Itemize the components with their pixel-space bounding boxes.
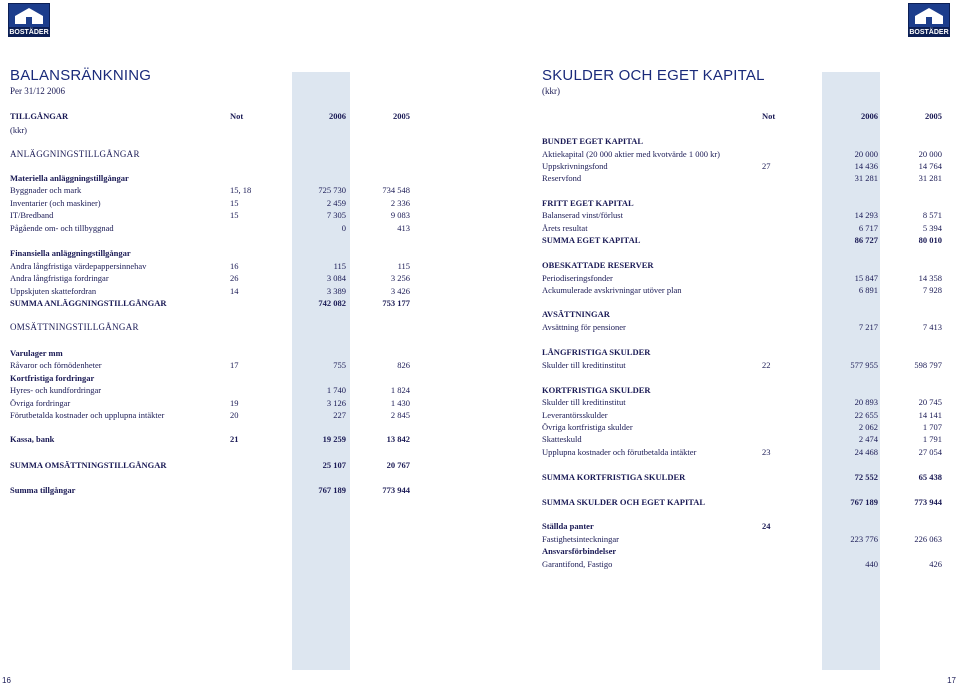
row-label: SUMMA OMSÄTTNINGSTILLGÅNGAR <box>10 460 167 470</box>
table-row <box>542 446 952 458</box>
row-label: Reservfond <box>542 173 582 183</box>
table-row <box>10 484 420 496</box>
table-row <box>542 433 952 445</box>
row-note: 20 <box>230 410 239 420</box>
row-label: Fastighetsinteckningar <box>542 534 619 544</box>
table-row <box>10 459 420 471</box>
value-2006: 25 107 <box>322 460 346 470</box>
table-row <box>542 222 952 234</box>
value-2006: 3 084 <box>326 273 346 283</box>
value-2006: 115 <box>333 261 346 271</box>
row-label: LÅNGFRISTIGA SKULDER <box>542 347 651 357</box>
value-2006: 440 <box>865 559 878 569</box>
value-2006: 22 655 <box>854 410 878 420</box>
logo-text: BOSTÄDER <box>9 29 49 36</box>
page-subtitle-left: Per 31/12 2006 <box>10 86 65 96</box>
value-2005: 1 707 <box>922 422 942 432</box>
value-2005: 1 824 <box>390 385 410 395</box>
value-2005: 31 281 <box>918 173 942 183</box>
row-note: 15, 18 <box>230 185 252 195</box>
value-2005: 826 <box>397 360 410 370</box>
table-row <box>10 184 420 196</box>
value-2006: 742 082 <box>318 298 346 308</box>
value-2005: 5 394 <box>922 223 942 233</box>
table-row <box>10 372 420 384</box>
row-label: Inventarier (och maskiner) <box>10 198 101 208</box>
row-label: Skatteskuld <box>542 434 582 444</box>
value-2005: 1 791 <box>922 434 942 444</box>
table-row <box>542 209 952 221</box>
company-logo-right <box>908 3 950 37</box>
table-row <box>10 172 420 184</box>
value-2006: 15 847 <box>854 273 878 283</box>
assets-header-row <box>10 110 420 122</box>
value-2006: 3 126 <box>326 398 346 408</box>
value-2006: 6 891 <box>858 285 878 295</box>
value-2006: 7 305 <box>326 210 346 220</box>
value-2006: 223 776 <box>850 534 878 544</box>
row-label: Hyres- och kundfordringar <box>10 385 102 395</box>
table-row <box>542 135 952 147</box>
value-2005: 27 054 <box>918 447 942 457</box>
value-2006: 2 459 <box>326 198 346 208</box>
note-header: Not <box>230 111 244 121</box>
value-2005: 1 430 <box>390 398 410 408</box>
value-2005: 226 063 <box>914 534 942 544</box>
value-2005: 13 842 <box>386 434 410 444</box>
row-label: Periodiseringsfonder <box>542 273 613 283</box>
value-2005: 773 944 <box>914 497 942 507</box>
liabilities-table <box>542 110 952 670</box>
value-2006: 6 717 <box>858 223 878 233</box>
table-row <box>10 260 420 272</box>
value-2005: 2 336 <box>390 198 410 208</box>
value-2005: 734 548 <box>382 185 410 195</box>
page-title-left: BALANSRÄNKNING <box>10 67 152 84</box>
row-note: 27 <box>762 161 771 171</box>
row-label: BUNDET EGET KAPITAL <box>542 136 644 146</box>
value-2005: 20 745 <box>918 397 942 407</box>
row-label: Övriga fordringar <box>10 398 71 408</box>
value-2006: 227 <box>333 410 346 420</box>
table-row <box>542 160 952 172</box>
row-note: 16 <box>230 261 239 271</box>
table-row <box>10 433 420 445</box>
table-row <box>10 247 420 259</box>
row-note: 21 <box>230 434 239 444</box>
table-row <box>10 347 420 359</box>
row-note: 15 <box>230 210 239 220</box>
value-2005: 8 571 <box>922 210 942 220</box>
row-label: Pågående om- och tillbyggnad <box>10 223 114 233</box>
value-2006: 1 740 <box>326 385 346 395</box>
row-label: ANLÄGGNINGSTILLGÅNGAR <box>10 149 140 159</box>
row-note: 22 <box>762 360 771 370</box>
table-row <box>542 272 952 284</box>
row-label: Varulager mm <box>10 348 63 358</box>
page-title-right: SKULDER OCH EGET KAPITAL <box>542 67 765 84</box>
value-2006: 755 <box>333 360 346 370</box>
note-header: Not <box>762 111 776 121</box>
row-label: Skulder till kreditinstitut <box>542 397 626 407</box>
table-row <box>10 197 420 209</box>
row-label: Uppskrivningsfond <box>542 161 608 171</box>
value-2005: 3 426 <box>390 286 410 296</box>
table-row <box>10 272 420 284</box>
row-label: Ackumulerade avskrivningar utöver plan <box>542 285 682 295</box>
table-row <box>10 148 420 160</box>
value-2005: 773 944 <box>382 485 410 495</box>
value-2005: 3 256 <box>390 273 410 283</box>
value-2006: 14 293 <box>854 210 878 220</box>
row-label: Leverantörsskulder <box>542 410 608 420</box>
row-label: Aktiekapital (20 000 aktier med kvotvärde 1 000 kr) <box>542 149 720 159</box>
year-2005-header: 2005 <box>393 111 410 121</box>
page-subtitle-right: (kkr) <box>542 86 560 96</box>
value-2006: 7 217 <box>858 322 878 332</box>
row-label: Materiella anläggningstillgångar <box>10 173 129 183</box>
table-row <box>10 321 420 333</box>
page-number-right: 17 <box>947 676 956 685</box>
row-label: IT/Bredband <box>10 210 54 220</box>
row-note: 23 <box>762 447 771 457</box>
table-row <box>542 284 952 296</box>
row-label: Upplupna kostnader och förutbetalda intäkter <box>542 447 697 457</box>
value-2005: 14 764 <box>918 161 942 171</box>
value-2006: 19 259 <box>322 434 346 444</box>
row-label: Förutbetalda kostnader och upplupna intäkter <box>10 410 165 420</box>
value-2006: 767 189 <box>850 497 878 507</box>
table-row <box>542 172 952 184</box>
row-label: Avsättning för pensioner <box>542 322 626 332</box>
row-label: OMSÄTTNINGSTILLGÅNGAR <box>10 322 139 332</box>
row-label: Uppskjuten skattefordran <box>10 286 97 296</box>
value-2005: 2 845 <box>390 410 410 420</box>
assets-header-label: TILLGÅNGAR <box>10 111 69 121</box>
table-row <box>542 396 952 408</box>
table-row <box>542 421 952 433</box>
value-2006: 24 468 <box>854 447 878 457</box>
row-label: Andra långfristiga fordringar <box>10 273 109 283</box>
value-2006: 725 730 <box>318 185 346 195</box>
table-row <box>10 359 420 371</box>
value-2006: 3 389 <box>326 286 346 296</box>
table-row <box>542 558 952 570</box>
row-label: Kortfristiga fordringar <box>10 373 95 383</box>
value-2005: 20 767 <box>386 460 410 470</box>
value-2006: 72 552 <box>854 472 878 482</box>
table-row <box>542 359 952 371</box>
row-label: Andra långfristiga värdepappersinnehav <box>10 261 147 271</box>
value-2005: 7 413 <box>922 322 942 332</box>
table-row <box>542 384 952 396</box>
row-label: Kassa, bank <box>10 434 55 444</box>
row-label: Finansiella anläggningstillgångar <box>10 248 131 258</box>
table-row <box>10 285 420 297</box>
table-row <box>10 222 420 234</box>
value-2006: 20 893 <box>854 397 878 407</box>
row-label: Ställda panter <box>542 521 594 531</box>
value-2006: 0 <box>341 223 346 233</box>
value-2005: 115 <box>397 261 410 271</box>
row-label: SUMMA SKULDER OCH EGET KAPITAL <box>542 497 706 507</box>
row-label: Övriga kortfristiga skulder <box>542 422 633 432</box>
row-label: Balanserad vinst/förlust <box>542 210 623 220</box>
house-logo-icon <box>908 3 950 28</box>
value-2006: 20 000 <box>854 149 878 159</box>
row-label: Summa tillgångar <box>10 485 76 495</box>
row-label: FRITT EGET KAPITAL <box>542 198 634 208</box>
value-2005: 426 <box>929 559 942 569</box>
year-2005-header: 2005 <box>925 111 942 121</box>
table-row <box>542 321 952 333</box>
row-label: SUMMA ANLÄGGNINGSTILLGÅNGAR <box>10 298 167 308</box>
value-2005: 80 010 <box>918 235 942 245</box>
value-2006: 767 189 <box>318 485 346 495</box>
value-2006: 2 474 <box>858 434 878 444</box>
row-label: Byggnader och mark <box>10 185 82 195</box>
value-2006: 14 436 <box>854 161 878 171</box>
value-2005: 65 438 <box>918 472 942 482</box>
table-row <box>542 409 952 421</box>
row-note: 26 <box>230 273 239 283</box>
value-2005: 14 141 <box>918 410 942 420</box>
value-2005: 7 928 <box>922 285 942 295</box>
table-row <box>542 259 952 271</box>
row-label: Årets resultat <box>542 223 588 233</box>
value-2005: 20 000 <box>918 149 942 159</box>
row-note: 14 <box>230 286 239 296</box>
table-row <box>10 409 420 421</box>
value-2006: 577 955 <box>850 360 878 370</box>
table-row <box>10 297 420 309</box>
row-note: 17 <box>230 360 239 370</box>
row-label: OBESKATTADE RESERVER <box>542 260 654 270</box>
row-label: Skulder till kreditinstitut <box>542 360 626 370</box>
company-logo-left <box>8 3 50 37</box>
table-row <box>542 545 952 557</box>
table-row <box>10 397 420 409</box>
table-row <box>542 496 952 508</box>
table-row <box>542 148 952 160</box>
row-label: Råvaror och förnödenheter <box>10 360 102 370</box>
table-row <box>542 308 952 320</box>
house-logo-icon <box>8 3 50 28</box>
value-2005: 598 797 <box>914 360 942 370</box>
table-row <box>542 234 952 246</box>
table-row <box>542 471 952 483</box>
year-2006-header: 2006 <box>329 111 346 121</box>
value-2006: 2 062 <box>858 422 878 432</box>
table-row <box>10 384 420 396</box>
row-label: Ansvarsförbindelser <box>542 546 617 556</box>
table-row <box>10 209 420 221</box>
table-row <box>542 197 952 209</box>
row-label: KORTFRISTIGA SKULDER <box>542 385 651 395</box>
value-2005: 14 358 <box>918 273 942 283</box>
row-label: SUMMA KORTFRISTIGA SKULDER <box>542 472 686 482</box>
row-label: SUMMA EGET KAPITAL <box>542 235 641 245</box>
page-number-left: 16 <box>2 676 11 685</box>
assets-table: TILLGÅNGAR Not 2006 2005 (kkr) ANLÄGGNINGSTILLGÅNGAR Materiella anläggningstillgångar Byggnader och mark 15, 18 725 730 734 548 Inventarier (och maskiner) 15 2 459 2 336 IT/Bredband 15 7 305 9 083 Pågående om- och tillbyggnad 0 413 Finansiella anläggningstillgångar Andra långfristiga värdepappersinnehav 16 115 115 Andra långfristiga fordringar 26 3 084 3 256 Uppskjuten skattefordran 14 3 389 3 426 SUMMA ANLÄGGNINGSTILLGÅNGAR 742 082 753 177 OMSÄTTNINGSTILLGÅNGAR Varulager mm Råvaror och förnödenheter 17 755 826 Kortfristiga fordringar Hyres- och kundfordringar 1 740 1 824 Övriga fordringar 19 3 126 1 430 Förutbetalda kostnader och upplupna intäkter 20 227 2 845 Kassa, bank 21 19 259 13 842 SUMMA OMSÄTTNINGSTILLGÅNGAR 25 107 20 767 Summa tillgångar 767 189 773 944 <box>10 110 420 670</box>
year-2006-header: 2006 <box>861 111 878 121</box>
row-label: Garantifond, Fastigo <box>542 559 613 569</box>
logo-text: BOSTÄDER <box>909 29 949 36</box>
row-note: 24 <box>762 521 771 531</box>
row-note: 19 <box>230 398 239 408</box>
value-2005: 753 177 <box>382 298 410 308</box>
table-row <box>542 520 952 532</box>
value-2006: 31 281 <box>854 173 878 183</box>
row-label: AVSÄTTNINGAR <box>542 309 610 319</box>
value-2005: 9 083 <box>390 210 410 220</box>
row-note: 15 <box>230 198 239 208</box>
liabilities-header-row <box>542 110 952 122</box>
table-row <box>542 346 952 358</box>
table-row <box>542 533 952 545</box>
value-2005: 413 <box>397 223 410 233</box>
value-2006: 86 727 <box>854 235 878 245</box>
